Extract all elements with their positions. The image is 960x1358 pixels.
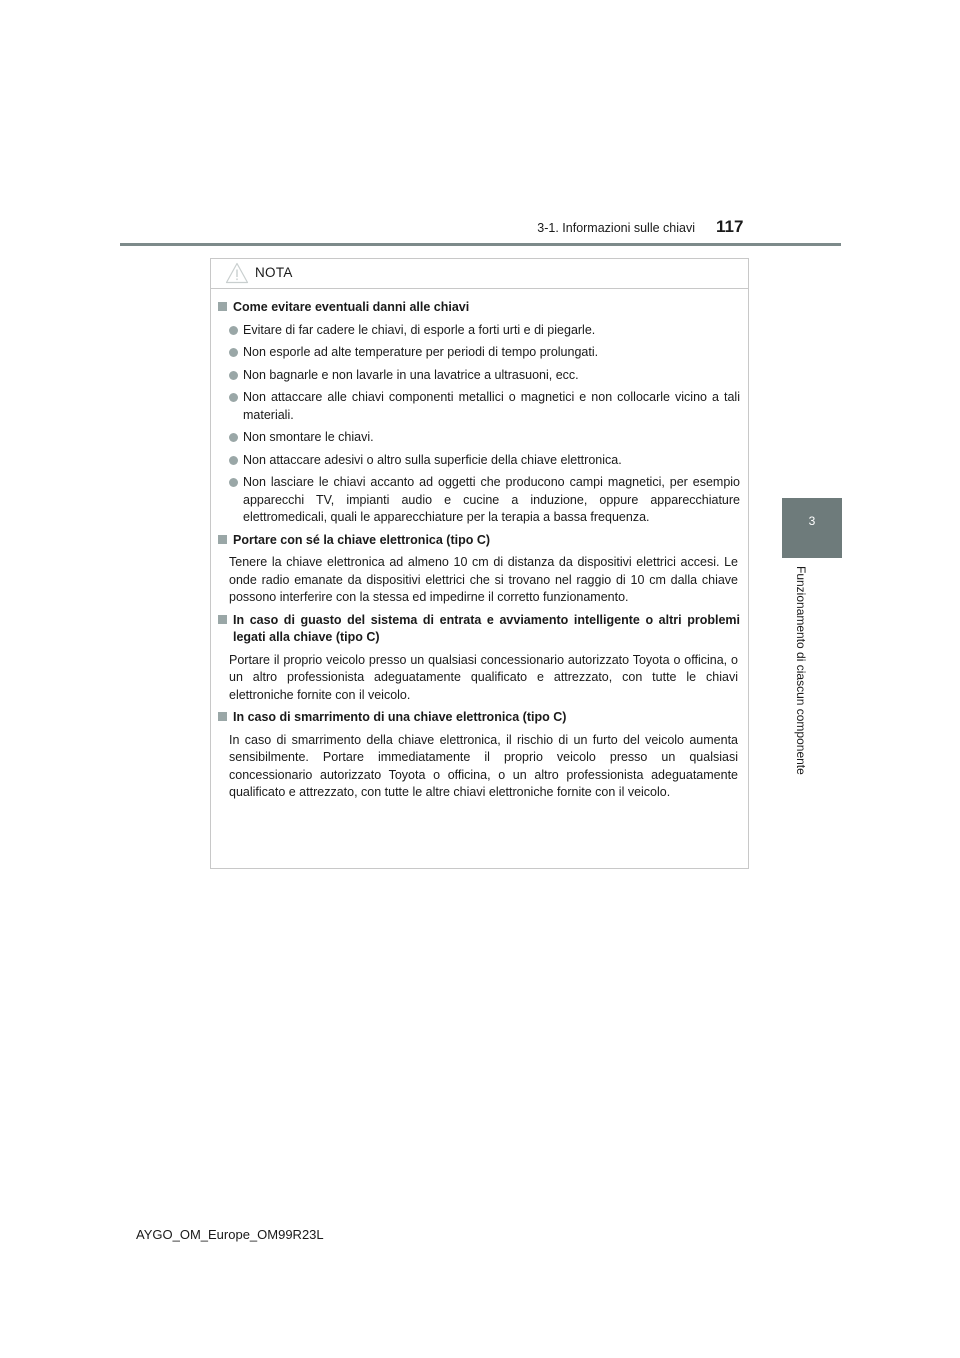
warning-triangle-icon [225,262,249,284]
header-divider [120,243,841,246]
bullet-text: Non lasciare le chiavi accanto ad oggetti che producono campi magnetici, per esempio apparecchi TV, impianti audio e cucine a induzione, oppure apparecchiature elettromedicali, quali le apparecchiature per la terapia a bassa frequenza. [243,475,740,524]
section-paragraph: Tenere la chiave elettronica ad almeno 10 cm di distanza da dispositivi elettrici accesi. Le onde radio emanate da dispositivi elettrici che si trovano nel raggio di 10 cm dalla chiave possono interferire con la stessa ed impedirne il corretto funzionamento. [229,555,738,604]
bullet-dot-icon [229,326,238,335]
section-heading-text: Come evitare eventuali danni alle chiavi [233,300,470,314]
section-marker-icon [218,615,227,624]
section-heading-avoid-damage [215,299,740,317]
page-number: 117 [716,217,744,236]
section-marker-icon [218,535,227,544]
bullet-item [211,367,740,385]
section-heading-carry-key [215,532,740,550]
bullet-text: Non esporle ad alte temperature per periodi di tempo prolungati. [243,345,599,359]
bullet-dot-icon [229,348,238,357]
note-body [211,299,748,807]
chapter-tab-label: Funzionamento di ciascun componente [794,566,808,775]
section-heading-text: In caso di guasto del sistema di entrata e avviamento intelligente o altri problemi legati alla chiave (tipo C) [233,612,740,644]
section-paragraph: In caso di smarrimento della chiave elettronica, il rischio di un furto del veicolo aumenta sensibilmente. Portare immediatamente il proprio veicolo presso un qualsiasi concessionario autorizzato Toyota o officina, o un altro professionista adeguatamente qualificato e attrezzato, con tutte le altre chiavi elettroniche fornite con il veicolo. [229,732,738,799]
bullet-text: Non attaccare alle chiavi componenti metallici o magnetici e non collocarle vicino a tali materiali. [243,390,740,422]
bullet-dot-icon [229,371,238,380]
bullet-item [211,344,740,362]
bullet-dot-icon [229,478,238,487]
note-title: NOTA [255,265,293,280]
bullet-item [211,429,740,447]
section-paragraph: Portare il proprio veicolo presso un qualsiasi concessionario autorizzato Toyota o officina, o un altro professionista adeguatamente qualificato e attrezzato, con tutte le chiavi elettroniche fornite con il veicolo. [229,652,738,702]
section-marker-icon [218,712,227,721]
bullet-item [211,389,740,424]
bullet-text: Evitare di far cadere le chiavi, di esporle a forti urti e di piegarle. [243,322,596,337]
section-heading-text: Portare con sé la chiave elettronica (tipo C) [233,532,491,547]
section-heading-lost-key [215,709,740,727]
footer-document-code: AYGO_OM_Europe_OM99R23L [136,1227,324,1242]
section-heading-system-fault [215,612,740,647]
bullet-text: Non bagnarle e non lavarle in una lavatrice a ultrasuoni, ecc. [243,367,579,382]
chapter-tab-number: 3 [808,514,816,528]
bullet-item [211,322,740,340]
bullet-dot-icon [229,433,238,442]
bullet-dot-icon [229,393,238,402]
note-box [210,258,749,869]
section-marker-icon [218,302,227,311]
running-header-section-title: 3-1. Informazioni sulle chiavi [537,221,695,235]
bullet-text: Non smontare le chiavi. [243,430,374,444]
bullet-item [211,474,740,527]
chapter-tab [782,498,842,558]
bullet-text: Non attaccare adesivi o altro sulla superficie della chiave elettronica. [243,452,622,467]
bullet-item [211,452,740,470]
section-heading-text: In caso di smarrimento di una chiave elettronica (tipo C) [233,710,567,724]
bullet-dot-icon [229,456,238,465]
note-header [211,259,748,289]
